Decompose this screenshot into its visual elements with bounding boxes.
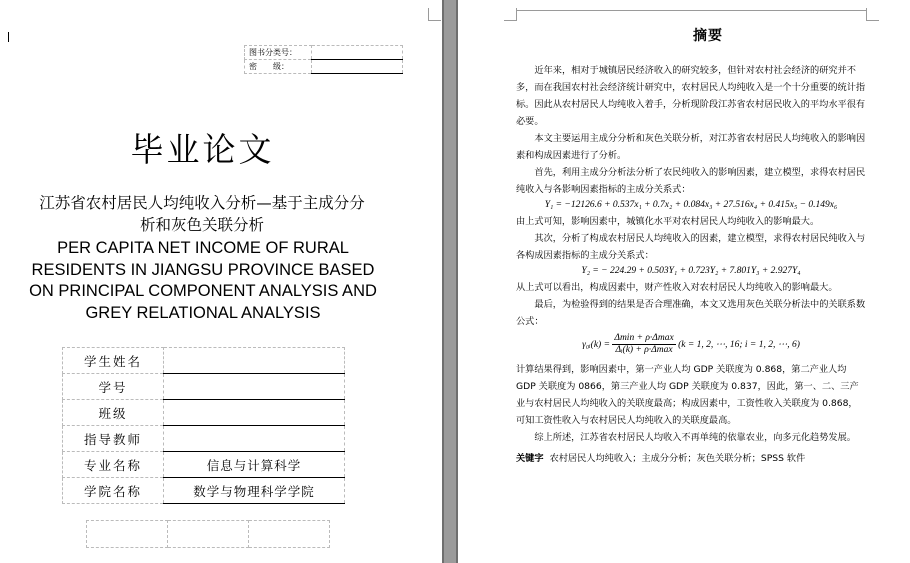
student-id-value[interactable] bbox=[164, 374, 345, 400]
class-value[interactable] bbox=[164, 400, 345, 426]
table-row bbox=[63, 400, 345, 426]
eq3-rhs: (k = 1, 2, ⋯, 16; i = 1, 2, ⋯, 6) bbox=[678, 340, 800, 350]
cover-page bbox=[0, 0, 442, 563]
subtitle-en-line: ON PRINCIPAL COMPONENT ANALYSIS AND bbox=[29, 282, 377, 300]
abstract-paragraph: 近年来，相对于城镇居民经济收入的研究较多，但针对农村社会经济的研究并不多，而在我国农村社会经济统计研究中，农村居民人均纯收入是一个十分重要的统计指标。因此从农村居民人均纯收入着手，分析现阶段江苏省农村居民收入的平均水平很有必要。 bbox=[516, 65, 866, 127]
bottom-box[interactable] bbox=[249, 521, 330, 548]
student-id-label: 学号 bbox=[63, 374, 164, 400]
abstract-paragraph: 本文主要运用主成分分析和灰色关联分析，对江苏省农村居民人均纯收入的影响因素和构成因素进行了分析。 bbox=[516, 133, 866, 161]
subtitle-en-line: RESIDENTS IN JIANGSU PROVINCE BASED bbox=[31, 260, 375, 279]
abstract-paragraph: 首先，利用主成分分析法分析了农民纯收入的影响因素，建立模型，求得农村居民纯收入与各影响因素指标的主成分关系式： bbox=[516, 167, 866, 195]
college-value[interactable]: 数学与物理科学学院 bbox=[164, 478, 345, 504]
classification-table bbox=[244, 45, 403, 74]
header-line bbox=[516, 10, 866, 11]
keywords-text: 农村居民人均纯收入；主成分分析；灰色关联分析；SPSS 软件 bbox=[549, 453, 806, 464]
classification-value[interactable] bbox=[312, 46, 403, 60]
equation-3 bbox=[516, 330, 866, 360]
college-label: 学院名称 bbox=[63, 478, 164, 504]
major-value[interactable]: 信息与计算科学 bbox=[164, 452, 345, 478]
abstract-paragraph: 计算结果得到，影响因素中，第一产业人均 GDP 关联度为 0.868，第二产业人均 GDP 关联度为 0866，第三产业人均 GDP 关联度为 0.837，因此，第一、二、三产业与农村居民人均纯收入的关联度最高；构成因素中，工资性收入关联度为 0.868，可知工资性收入与农村居民人均纯收入的关联度最高。 bbox=[516, 364, 859, 426]
abstract-body bbox=[516, 62, 866, 467]
text-cursor bbox=[8, 32, 9, 42]
advisor-value[interactable] bbox=[164, 426, 345, 452]
abstract-page bbox=[458, 0, 910, 563]
bottom-box[interactable] bbox=[168, 521, 249, 548]
subtitle-english bbox=[2, 238, 404, 324]
abstract-title: 摘要 bbox=[693, 28, 723, 44]
abstract-paragraph: 由上式可知，影响因素中，城镇化水平对农村居民人均纯收入的影响最大。 bbox=[516, 216, 820, 227]
abstract-paragraph: 最后，为检验得到的结果是否合理准确，本文又选用灰色关联分析法中的关联系数公式： bbox=[516, 299, 866, 327]
table-row bbox=[63, 426, 345, 452]
table-row bbox=[63, 452, 345, 478]
table-row bbox=[63, 478, 345, 504]
subtitle-cn-line: 江苏省农村居民人均纯收入分析—基于主成分分 bbox=[39, 194, 365, 212]
abstract-paragraph: 其次，分析了构成农村居民人均纯收入的因素，建立模型，求得农村居民纯收入与各构成因素指标的主成分关系式： bbox=[516, 233, 866, 261]
subtitle-chinese bbox=[2, 192, 402, 236]
keywords-line bbox=[516, 450, 866, 467]
table-row bbox=[63, 348, 345, 374]
eq3-numerator: Δmin + ρ·Δmax bbox=[614, 333, 674, 344]
subtitle-en-line: GREY RELATIONAL ANALYSIS bbox=[85, 303, 321, 322]
equation-2: Y₂ = − 224.29 + 0.503Y₁ + 0.723Y₂ + 7.801Y₃ + 2.927Y₄ bbox=[581, 266, 801, 276]
crop-mark bbox=[428, 8, 441, 21]
crop-mark bbox=[866, 8, 879, 21]
secrecy-label: 密 级： bbox=[245, 60, 312, 74]
thesis-title: 毕业论文 bbox=[130, 130, 275, 169]
student-name-label: 学生姓名 bbox=[63, 348, 164, 374]
bottom-field-boxes bbox=[86, 520, 330, 548]
keywords-label: 关键字 bbox=[516, 453, 544, 464]
major-label: 专业名称 bbox=[63, 452, 164, 478]
eq3-denominator: Δᵢ(k) + ρ·Δmax bbox=[615, 345, 673, 356]
student-name-value[interactable] bbox=[164, 348, 345, 374]
abstract-paragraph: 从上式可以看出，构成因素中，财产性收入对农村居民人均纯收入的影响最大。 bbox=[516, 282, 838, 293]
page-gap bbox=[442, 0, 458, 563]
subtitle-en-line: PER CAPITA NET INCOME OF RURAL bbox=[57, 239, 349, 257]
page-shadow bbox=[442, 0, 444, 563]
table-row bbox=[63, 374, 345, 400]
secrecy-value[interactable] bbox=[312, 60, 403, 74]
advisor-label: 指导教师 bbox=[63, 426, 164, 452]
abstract-paragraph: 综上所述，江苏省农村居民人均收入不再单纯的依靠农业，向多元化趋势发展。 bbox=[534, 432, 856, 443]
classification-label: 图书分类号： bbox=[245, 46, 312, 60]
eq3-lhs: γ₀ᵢ(k) = bbox=[582, 340, 610, 350]
eq3-fraction bbox=[612, 333, 675, 356]
bottom-box[interactable] bbox=[87, 521, 168, 548]
class-label: 班级 bbox=[63, 400, 164, 426]
student-info-table bbox=[62, 347, 345, 504]
subtitle-cn-line: 析和灰色关联分析 bbox=[139, 216, 264, 234]
equation-1: Y₁ = −12126.6 + 0.537x₁ + 0.7x₂ + 0.084x₃ + 27.516x₄ + 0.415x₅ − 0.149x₆ bbox=[544, 200, 838, 210]
